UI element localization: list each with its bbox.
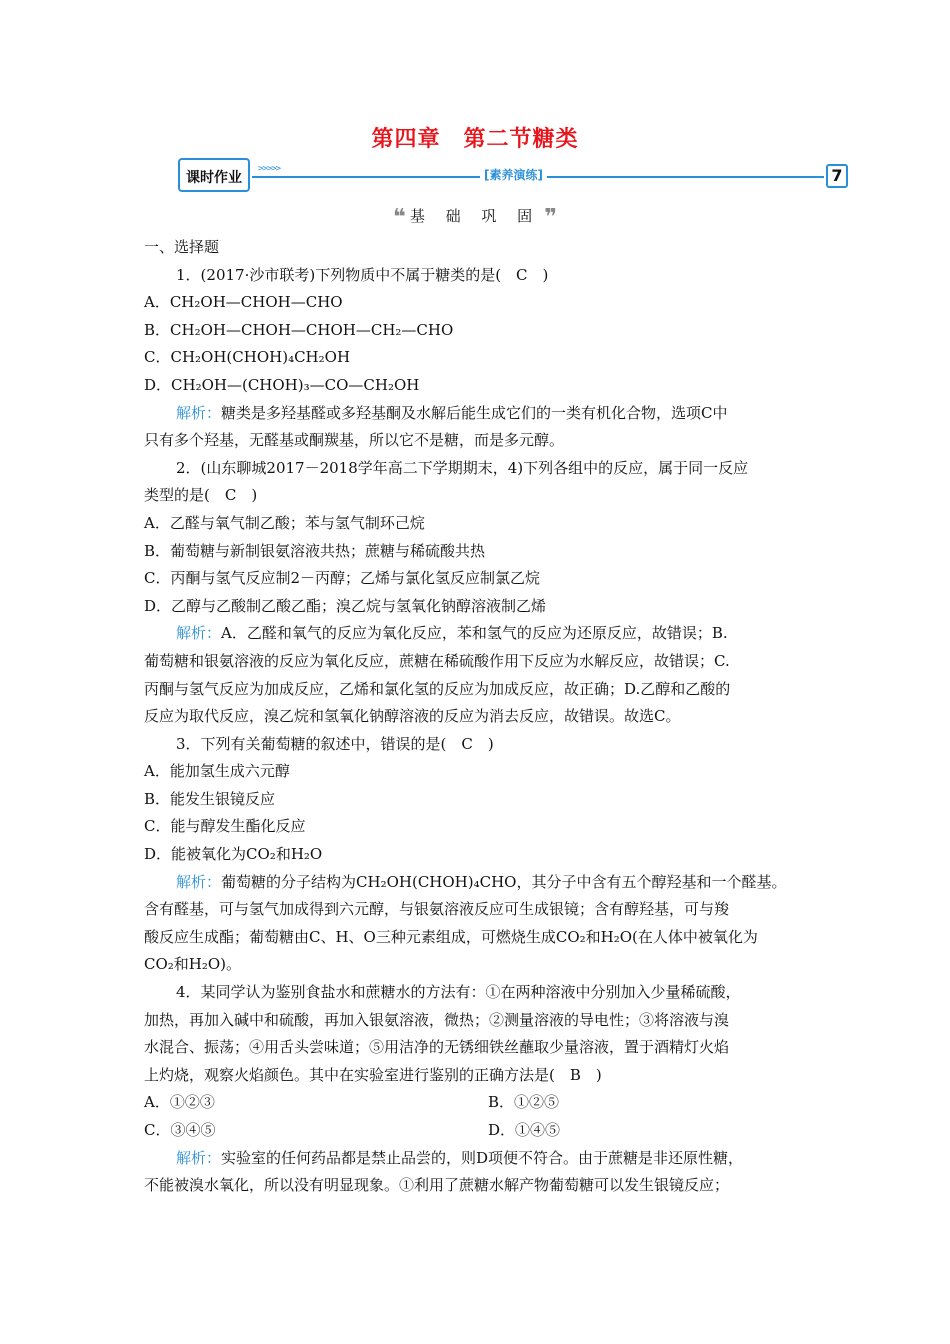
q4-options-row: [144, 1117, 808, 1145]
q2-explanation-line: 葡萄糖和银氨溶液的反应为氧化反应，蔗糖在稀硫酸作用下反应为水解反应，故错误；C.: [144, 651, 730, 670]
q1-option-b: B．CH₂OH—CHOH—CHOH—CH₂—CHO: [144, 320, 454, 339]
q2-explanation-text: A．乙醛和氧气的反应为氧化反应，苯和氢气的反应为还原反应，故错误；B.: [221, 624, 728, 643]
q4-stem-cont: 上灼烧，观察火焰颜色。其中在实验室进行鉴别的正确方法是( B ): [144, 1065, 602, 1084]
q3-explanation-line: 含有醛基，可与氢气加成得到六元醇，与银氨溶液反应可生成银镜；含有醇羟基，可与羧: [144, 900, 730, 919]
open-quote-icon: ❝: [392, 205, 406, 230]
q4-stem-cont: 加热，再加入碱中和硫酸，再加入银氨溶液，微热；②测量溶液的导电性；③将溶液与溴: [144, 1010, 730, 1029]
q3-option-b: B．能发生银镜反应: [144, 789, 276, 808]
q4-option-c: C．③④⑤: [144, 1121, 216, 1139]
explanation-label: 解析：: [176, 872, 222, 891]
q2-explanation-line: 丙酮与氢气反应为加成反应，乙烯和氯化氢的反应为加成反应，故正确；D.乙醇和乙酸的: [144, 679, 731, 698]
q4-option-d: D．①④⑤: [488, 1121, 561, 1139]
q3-explanation-line: [144, 869, 808, 897]
q2-stem-cont: 类型的是( C ): [144, 486, 258, 505]
q3-option-c: C．能与醇发生酯化反应: [144, 817, 306, 836]
explanation-label: 解析：: [176, 403, 222, 422]
banner-label-box: [178, 158, 250, 192]
arrows-icon: >>>>>: [258, 164, 281, 174]
q4-explanation-line: [144, 1145, 808, 1173]
banner-middle-label: [素养演练]: [480, 166, 547, 183]
q3-stem: 3．下列有关葡萄糖的叙述中，错误的是( C ): [176, 734, 494, 753]
q4-options-row: [144, 1089, 808, 1117]
q3-option-d: D．能被氧化为CO₂和H₂O: [144, 845, 323, 864]
q1-option-a: A．CH₂OH—CHOH—CHO: [144, 293, 343, 312]
explanation-label: 解析：: [176, 1148, 222, 1167]
page-title: 第四章 第二节糖类: [371, 126, 579, 152]
q4-stem: 4．某同学认为鉴别食盐水和蔗糖水的方法有：①在两种溶液中分别加入少量稀硫酸，: [176, 983, 741, 1002]
q4-stem-cont: 水混合、振荡；④用舌头尝味道；⑤用洁净的无锈细铁丝蘸取少量溶液，置于酒精灯火焰: [144, 1038, 730, 1057]
q2-explanation-line: [144, 620, 808, 648]
q3-explanation-line: 酸反应生成酯；葡萄糖由C、H、O三种元素组成，可燃烧生成CO₂和H₂O(在人体中被氧化为: [144, 927, 758, 946]
q2-option-a: A．乙醛与氧气制乙酸；苯与氢气制环己烷: [144, 513, 425, 532]
q1-explanation-line: 只有多个羟基，无醛基或酮羰基，所以它不是糖，而是多元醇。: [144, 431, 565, 450]
q1-option-c: C．CH₂OH(CHOH)₄CH₂OH: [144, 348, 351, 367]
q3-option-a: A．能加氢生成六元醇: [144, 762, 290, 781]
q2-option-b: B．葡萄糖与新制银氨溶液共热；蔗糖与稀硫酸共热: [144, 541, 486, 560]
close-quote-icon: ❞: [544, 205, 558, 230]
banner-number: 7: [826, 164, 848, 188]
q4-option-a: A．①②③: [144, 1093, 215, 1112]
q3-explanation-text: 葡萄糖的分子结构为CH₂OH(CHOH)₄CHO，其分子中含有五个醇羟基和一个醛基。: [221, 872, 787, 891]
section-heading: [0, 205, 950, 230]
explanation-label: 解析：: [176, 624, 222, 643]
document-body: [144, 234, 808, 1200]
q2-explanation-line: 反应为取代反应，溴乙烷和氢氧化钠醇溶液的反应为消去反应，故错误。故选C。: [144, 707, 681, 726]
q4-explanation-text: 实验室的任何药品都是禁止品尝的，则D项便不符合。由于蔗糖是非还原性糖，: [221, 1148, 744, 1167]
part-heading: 一、选择题: [144, 238, 220, 256]
q1-explanation-text: 糖类是多羟基醛或多羟基酮及水解后能生成它们的一类有机化合物，选项C中: [221, 403, 728, 422]
q2-option-c: C．丙酮与氢气反应制2－丙醇；乙烯与氯化氢反应制氯乙烷: [144, 569, 541, 588]
q4-explanation-line: 不能被溴水氧化，所以没有明显现象。①利用了蔗糖水解产物葡萄糖可以发生银镜反应；: [144, 1176, 730, 1195]
q2-stem: 2．(山东聊城2017－2018学年高二下学期期末，4)下列各组中的反应，属于同一反应: [176, 458, 749, 477]
q1-stem: 1．(2017·沙市联考)下列物质中不属于糖类的是( C ): [176, 265, 549, 284]
q3-explanation-line: CO₂和H₂O)。: [144, 955, 242, 974]
section-title: 基 础 巩 固: [409, 207, 541, 225]
q1-explanation-line: [144, 400, 808, 428]
q1-option-d: D．CH₂OH—(CHOH)₃—CO—CH₂OH: [144, 375, 420, 394]
q4-option-b: B．①②⑤: [488, 1093, 560, 1112]
q2-option-d: D．乙醇与乙酸制乙酸乙酯；溴乙烷与氢氧化钠醇溶液制乙烯: [144, 596, 547, 615]
banner-label: 课时作业: [186, 170, 242, 186]
homework-banner: [178, 158, 848, 194]
